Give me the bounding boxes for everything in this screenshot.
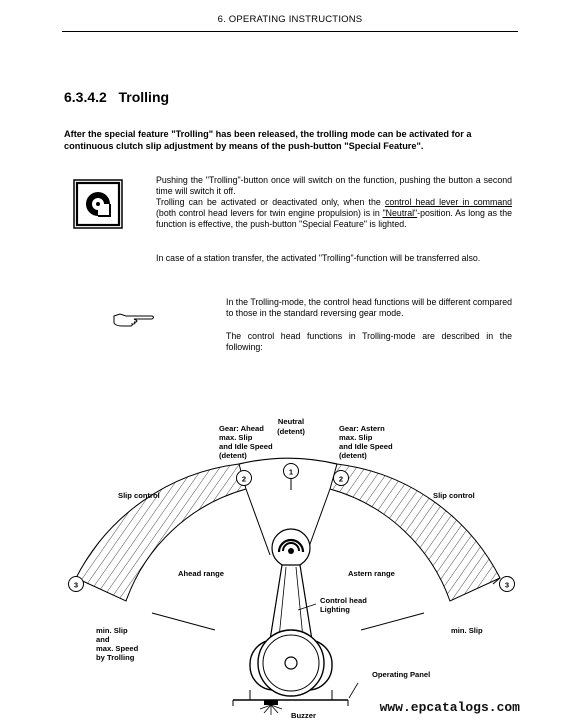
lever-shaft (270, 565, 312, 640)
label-ahead-range: Ahead range (178, 569, 224, 578)
svg-text:2: 2 (338, 474, 344, 484)
paragraph-1-text: Pushing the "Trolling"-button once will switch on the function, pushing the button a second time will switch it off. (156, 175, 512, 196)
label-slip-control-left: Slip control (118, 491, 160, 500)
position-marker-2-left (237, 471, 252, 486)
control-head-housing (250, 630, 332, 696)
paragraph-2-middle: (both control head levers for twin engine propulsion) is in (156, 208, 383, 218)
svg-text:3: 3 (504, 580, 510, 590)
lever-knob (272, 529, 310, 567)
paragraph-2-end: -position. As long as the function is effective, the push-button "Special Feature" is lighted. (156, 208, 513, 229)
label-gear-astern-1: Gear: Astern (339, 424, 385, 433)
label-min-slip-left-1: min. Slip (96, 626, 128, 635)
neutral-term: "Neutral" (382, 208, 418, 218)
label-gear-ahead-1: Gear: Ahead (219, 424, 264, 433)
intro-paragraph: After the special feature "Trolling" has been released, the trolling mode can be activated for a continuous clutch slip adjustment by means of the push-button "Special Feature". (64, 129, 472, 151)
slip-control-zone-right (330, 464, 500, 601)
label-gear-astern-2: max. Slip (339, 433, 373, 442)
label-operating-panel: Operating Panel (372, 670, 431, 679)
label-slip-control-right: Slip control (433, 491, 475, 500)
label-min-slip-left-2: and (96, 635, 110, 644)
position-marker-2-right (334, 471, 349, 486)
page-header: 6. OPERATING INSTRUCTIONS (217, 14, 363, 25)
label-control-head-2: Lighting (320, 605, 350, 614)
label-gear-astern-3: and Idle Speed (339, 442, 393, 451)
section-number: 6.3.4.2 (64, 89, 107, 105)
lever-arc-top (239, 458, 337, 464)
section-title: Trolling (118, 89, 170, 105)
body-paragraph-5: The control head functions in Trolling-mode are described in the following: (226, 331, 512, 352)
body-paragraph-3: In case of a station transfer, the activated "Trolling"-function will be transferred also. (156, 253, 481, 263)
label-neutral-1: Neutral (277, 417, 305, 426)
buzzer-icon (260, 700, 282, 715)
label-gear-ahead-4: (detent) (219, 451, 247, 460)
label-astern-range: Astern range (348, 569, 395, 578)
label-min-slip-left-4: by Trolling (96, 653, 135, 662)
label-control-head-1: Control head (320, 596, 367, 605)
paragraph-2-start: Trolling can be activated or deactivated only, when the (156, 197, 385, 207)
label-min-slip-left-3: max. Speed (96, 644, 139, 653)
label-gear-ahead-2: max. Slip (219, 433, 253, 442)
svg-text:1: 1 (288, 467, 294, 477)
label-gear-astern-4: (detent) (339, 451, 367, 460)
slip-control-zone-left (73, 464, 246, 601)
label-gear-ahead-3: and Idle Speed (219, 442, 273, 451)
position-marker-3-right (500, 577, 515, 592)
label-min-slip-right: min. Slip (451, 626, 483, 635)
svg-text:2: 2 (241, 474, 247, 484)
position-marker-3-left (69, 577, 84, 592)
body-paragraph-4: In the Trolling-mode, the control head functions will be different compared to those in the standard reversing gear mode. (226, 297, 512, 318)
control-head-lever-term: control head lever in command (384, 197, 512, 207)
label-buzzer: Buzzer (291, 711, 316, 720)
svg-text:3: 3 (73, 580, 79, 590)
label-neutral-2: (detent) (277, 427, 305, 436)
watermark[interactable]: www.epcatalogs.com (379, 700, 520, 715)
position-marker-1 (284, 464, 299, 479)
